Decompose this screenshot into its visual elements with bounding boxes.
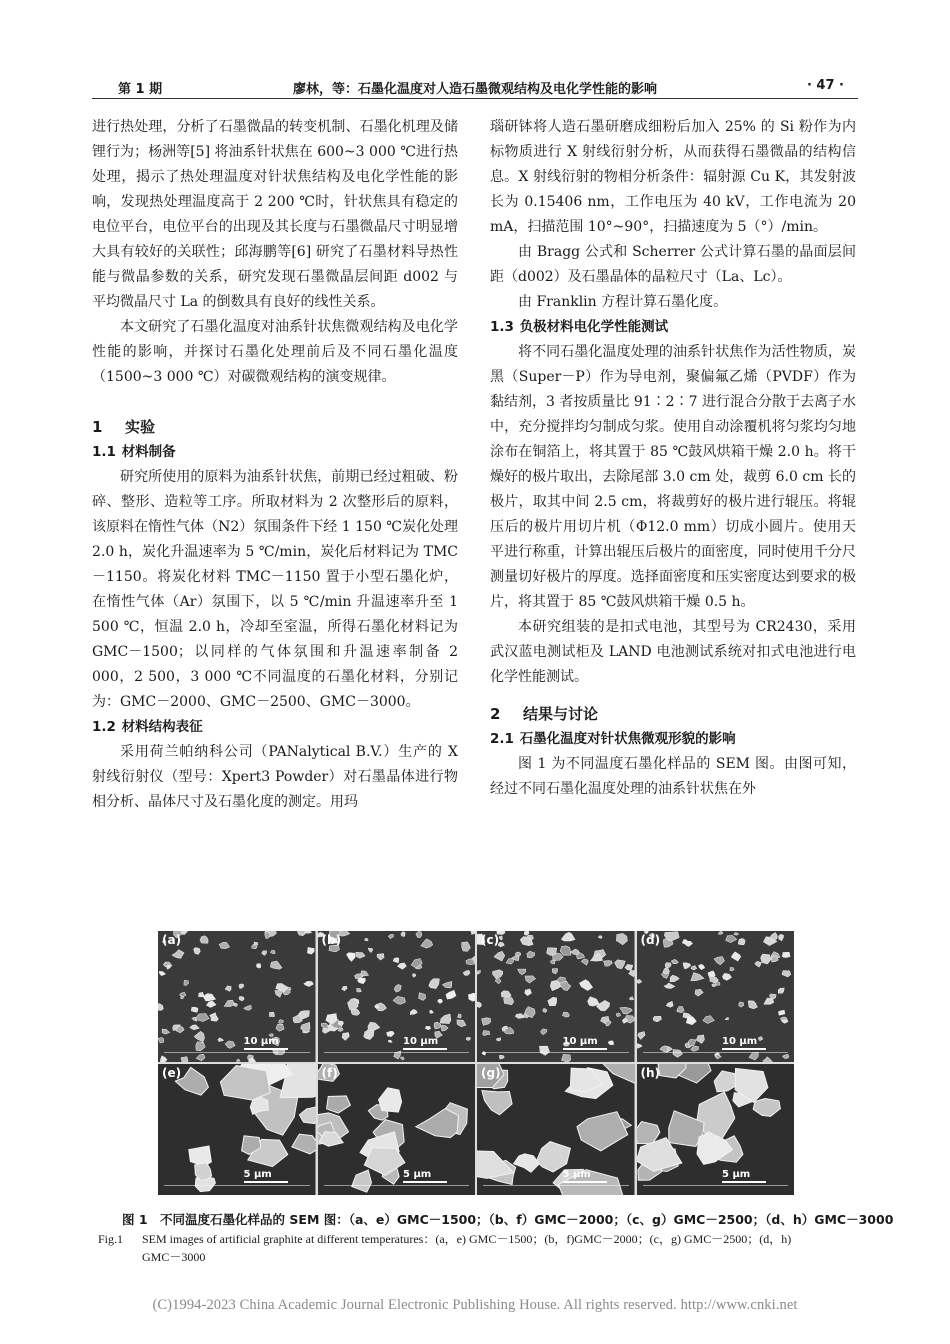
- section-heading-1-2: 1.2 材料结构表征: [92, 719, 203, 735]
- sem-panel-c: [477, 931, 635, 1062]
- copyright-footer: (C)1994-2023 China Academic Journal Electronic Publishing House. All rights reserved. http://www.cnki.net: [152, 1297, 798, 1313]
- sem-image: [637, 1064, 795, 1195]
- paragraph: 由 Bragg 公式和 Scherrer 公式计算石墨的晶面层间距（d002）及石墨晶体的晶粒尺寸（La、Lc）。: [490, 244, 856, 285]
- scale-bar: 5 μm: [722, 1169, 766, 1183]
- page-number: · 47 ·: [806, 78, 844, 93]
- running-header: [92, 70, 858, 99]
- sem-panel-d: [637, 931, 795, 1062]
- paragraph: 进行热处理，分析了石墨微晶的转变机制、石墨化机理及储锂行为；杨洲等[5] 将油系针状焦在 600~3 000 ℃进行热处理，揭示了热处理温度对针状焦结构及电化学性能的影响，发现热处理温度高于 2 200 ℃时，针状焦具有稳定的电位平台，电位平台的出现及其长度与石墨微晶尺寸明显增大具有较好的关联性；邱海鹏等[6] 研究了石墨材料导热性能与微晶参数的关系，研究发现石墨微晶层间距 d002 与平均微晶尺寸 La 的倒数具有良好的线性关系。: [92, 119, 458, 310]
- paragraph: 本文研究了石墨化温度对油系针状焦微观结构及电化学性能的影响，并探讨石墨化处理前后及不同石墨化温度（1500~3 000 ℃）对碳微观结构的演变规律。: [92, 319, 458, 385]
- panel-label: (c): [481, 933, 500, 947]
- sem-image: [158, 931, 316, 1062]
- scale-bar: 10 μm: [244, 1036, 288, 1050]
- sem-image: [318, 931, 476, 1062]
- panel-label: (h): [640, 1066, 661, 1080]
- scale-bar: 10 μm: [563, 1036, 607, 1050]
- panel-label: (f): [321, 1066, 338, 1080]
- section-heading-1-1: 1.1 材料制备: [92, 444, 176, 460]
- panel-label: (g): [481, 1066, 501, 1080]
- panel-label: (b): [321, 933, 342, 947]
- section-heading-1: 1 实验: [92, 418, 156, 436]
- sem-panel-e: [158, 1064, 316, 1195]
- paragraph: 研究所使用的原料为油系针状焦，前期已经过粗破、粉碎、整形、造粒等工序。所取材料为 2 次整形后的原料，该原料在惰性气体（N2）氛围条件下经 1 150 ℃炭化处理 2.0 h，炭化升温速率为 5 ℃/min，炭化后材料记为 TMC－1150。将炭化材料 TMC－1150 置于小型石墨化炉，在惰性气体（Ar）氛围下，以 5 ℃/min 升温速率升至 1 500 ℃，恒温 2.0 h，冷却至室温，所得石墨化材料记为 GMC－1500；以同样的气体氛围和升温速率制备 2 000，2 500，3 000 ℃不同温度的石墨化材料，分别记为：GMC－2000、GMC－2500、GMC－3000。: [92, 469, 458, 710]
- scale-bar: 5 μm: [563, 1169, 607, 1183]
- sem-panel-h: [637, 1064, 795, 1195]
- sem-panel-g: [477, 1064, 635, 1195]
- sem-panel-b: [318, 931, 476, 1062]
- section-heading-2-1: 2.1 石墨化温度对针状焦微观形貌的影响: [490, 731, 736, 747]
- panel-label: (a): [162, 933, 182, 947]
- figure-caption-en: Fig.1 SEM images of artificial graphite at different temperatures：(a，e) GMC－1500；(b，f)GMC－2000；(c，g) GMC－2500；(d，h) GMC－3000: [98, 1232, 792, 1264]
- figure-label: Fig.1: [98, 1232, 124, 1246]
- sem-image: [318, 1064, 476, 1195]
- spacer: [490, 690, 856, 702]
- paragraph: 由 Franklin 方程计算石墨化度。: [518, 294, 728, 310]
- issue-number: 第 1 期: [118, 82, 163, 97]
- section-heading-1-3: 1.3 负极材料电化学性能测试: [490, 319, 669, 335]
- left-column: [92, 115, 458, 815]
- scale-bar: 10 μm: [722, 1036, 766, 1050]
- panel-label: (e): [162, 1066, 182, 1080]
- paragraph: 本研究组装的是扣式电池，其型号为 CR2430，采用武汉蓝电测试柜及 LAND 电池测试系统对扣式电池进行电化学性能测试。: [490, 619, 856, 685]
- sem-image: [158, 1064, 316, 1195]
- figure-caption-zh: 图 1 不同温度石墨化样品的 SEM 图：（a、e）GMC－1500；（b、f）GMC－2000；（c、g）GMC－2500；（d、h）GMC－3000: [122, 1212, 894, 1227]
- sem-image: [477, 1064, 635, 1195]
- sem-panel-f: [318, 1064, 476, 1195]
- sem-panel-a: [158, 931, 316, 1062]
- paragraph: 将不同石墨化温度处理的油系针状焦作为活性物质，炭黑（Super－P）作为导电剂，聚偏氟乙烯（PVDF）作为黏结剂，3 者按质量比 91∶2∶7 进行混合分散于去离子水中，充分搅拌均匀制成匀浆。使用自动涂覆机将匀浆均匀地涂布在铜箔上，将其置于 85 ℃鼓风烘箱干燥 2.0 h。将干燥好的极片取出，去除尾部 3.0 cm 处，裁剪 6.0 cm 长的极片，取其中间 2.5 cm，将裁剪好的极片进行辊压。将辊压后的极片用切片机（Φ12.0 mm）切成小圆片。使用天平进行称重，计算出辊压后极片的面密度，同时使用千分尺测量切好极片的厚度。选择面密度和压实密度达到要求的极片，将其置于 85 ℃鼓风烘箱干燥 0.5 h。: [490, 344, 856, 610]
- spacer: [92, 390, 458, 415]
- paragraph: 瑙研钵将人造石墨研磨成细粉后加入 25% 的 Si 粉作为内标物质进行 X 射线衍射分析，从而获得石墨微晶的结构信息。X 射线衍射的物相分析条件：辐射源 Cu K，其发射波长为 0.15406 nm，工作电压为 40 kV，工作电流为 20 mA，扫描范围 10°~90°，扫描速度为 5（°）/min。: [490, 119, 856, 235]
- scale-bar: 5 μm: [403, 1169, 447, 1183]
- panel-label: (d): [640, 933, 661, 947]
- scale-bar: 10 μm: [403, 1036, 447, 1050]
- scale-bar: 5 μm: [244, 1169, 288, 1183]
- paragraph: 采用荷兰帕纳科公司（PANalytical B.V.）生产的 X 射线衍射仪（型号：Xpert3 Powder）对石墨晶体进行物相分析、晶体尺寸及石墨化度的测定。用玛: [92, 744, 458, 810]
- right-column: [490, 115, 856, 802]
- sem-figure: [158, 931, 794, 1195]
- sem-image: [637, 931, 795, 1062]
- sem-image: [477, 931, 635, 1062]
- paragraph: 图 1 为不同温度石墨化样品的 SEM 图。由图可知，经过不同石墨化温度处理的油系针状焦在外: [490, 756, 856, 797]
- running-title: 廖林，等：石墨化温度对人造石墨微观结构及电化学性能的影响: [292, 82, 657, 97]
- section-heading-2: 2 结果与讨论: [490, 705, 599, 723]
